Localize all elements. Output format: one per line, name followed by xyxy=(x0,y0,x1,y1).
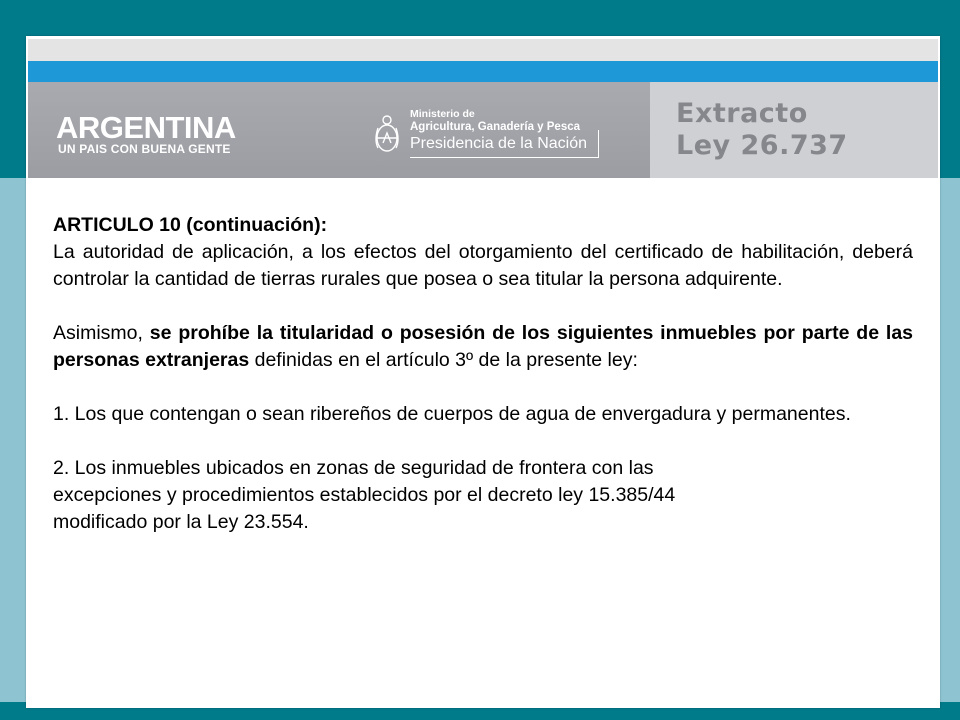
ministry-logo xyxy=(410,108,600,162)
extracto-box xyxy=(650,82,938,178)
brand-slogan: UN PAIS CON BUENA GENTE xyxy=(58,142,231,156)
paragraph-1: La autoridad de aplicación, a los efectos del otorgamiento del certificado de habilitación, deberá controlar la cantidad de tierras rurales que posea o sea titular la persona adquirente. xyxy=(53,241,913,290)
ministry-line-1: Ministerio de xyxy=(410,108,475,120)
list-item-1: 1. Los que contengan o sean ribereños de cuerpos de agua de envergadura y permanentes. xyxy=(53,403,851,425)
paragraph-2-end: definidas en el artículo 3º de la presente ley: xyxy=(249,349,638,371)
ministry-line-3: Presidencia de la Nación xyxy=(410,135,587,152)
list-item-2-line-1: 2. Los inmuebles ubicados en zonas de seguridad de frontera con las xyxy=(53,457,654,479)
article-content xyxy=(53,212,913,536)
ministry-line-2: Agricultura, Ganadería y Pesca xyxy=(410,121,581,133)
ministry-underline xyxy=(410,157,599,158)
spacer xyxy=(53,293,913,320)
paragraph-2-start: Asimismo, xyxy=(53,322,150,344)
list-item-2-line-3: modificado por la Ley 23.554. xyxy=(53,511,309,533)
article-heading: ARTICULO 10 (continuación): xyxy=(53,214,328,236)
spacer xyxy=(53,374,913,401)
extracto-title: Extracto xyxy=(676,98,808,129)
argentina-logo xyxy=(56,112,266,158)
top-gray-strip xyxy=(28,39,938,61)
brand-name: ARGENTINA xyxy=(56,110,236,145)
ministry-divider xyxy=(598,130,599,158)
blue-strip xyxy=(28,61,938,82)
national-seal-icon xyxy=(372,110,402,162)
paragraph-2 xyxy=(53,320,913,374)
spacer xyxy=(53,428,913,455)
paragraph-2-emphasis: se prohíbe la titularidad o posesión de los siguientes inmuebles por parte de las personas extranjeras xyxy=(53,322,914,371)
law-number: Ley 26.737 xyxy=(676,130,848,161)
list-item-2-line-2: excepciones y procedimientos establecidos por el decreto ley 15.385/44 xyxy=(53,484,676,506)
